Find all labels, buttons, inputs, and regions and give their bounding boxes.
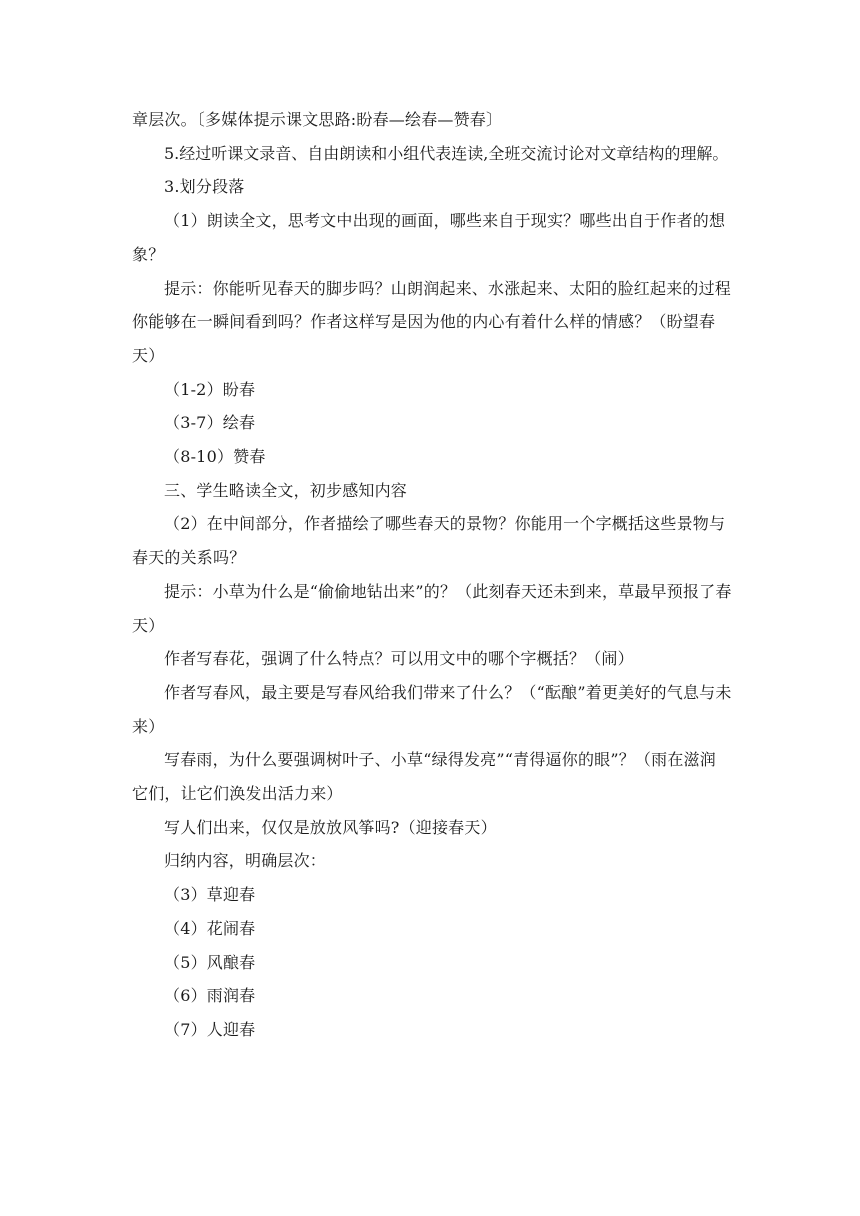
paragraph-section-8-10: （8-10）赞春 — [164, 447, 266, 467]
paragraph-section-1-2: （1-2）盼春 — [164, 379, 256, 399]
paragraph-people: 写人们出来，仅仅是放放风筝吗?（迎接春天） — [164, 817, 497, 837]
paragraph-spring-flowers: 作者写春花，强调了什么特点？可以用文中的哪个字概括？（闹） — [164, 649, 634, 669]
paragraph-spring-rain: 写春雨，为什么要强调树叶子、小草“绿得发亮”“青得逼你的眼”？（雨在滋润它们，让它们涣发出活力来） — [132, 750, 716, 804]
paragraph-hint-1: 提示：你能听见春天的脚步吗？山朗润起来、水涨起来、太阳的脸红起来的过程你能够在一瞬间看到吗？作者这样写是因为他的内心有着什么样的情感？（盼望春天） — [132, 278, 732, 365]
list-item-wind: （5）风酿春 — [164, 952, 256, 972]
paragraph-divide-sections: 3.划分段落 — [164, 177, 245, 197]
list-item-flowers: （4）花闹春 — [164, 918, 256, 938]
paragraph-section-3-7: （3-7）绘春 — [164, 413, 256, 433]
paragraph-summary: 归纳内容，明确层次： — [164, 851, 327, 871]
paragraph-spring-wind: 作者写春风，最主要是写春风给我们带来了什么？（“酝酿”着更美好的气息与未来） — [132, 682, 732, 736]
document-body — [132, 103, 732, 1047]
paragraph-question-2: （2）在中间部分，作者描绘了哪些春天的景物？你能用一个字概括这些景物与春天的关系吗？ — [132, 514, 726, 568]
list-item-grass: （3）草迎春 — [164, 885, 256, 905]
paragraph-hint-2: 提示：小草为什么是“偷偷地钻出来”的？（此刻春天还未到来，草最早预报了春天） — [132, 581, 732, 635]
paragraph-structure-intro: 章层次。〔多媒体提示课文思路:盼春—绘春—赞春〕 — [132, 110, 503, 129]
list-item-rain: （6）雨润春 — [164, 986, 256, 1006]
paragraph-heading-3: 三、学生略读全文，初步感知内容 — [164, 480, 408, 500]
list-item-people: （7）人迎春 — [164, 1019, 256, 1039]
paragraph-question-1: （1）朗读全文，思考文中出现的画面，哪些来自于现实？哪些出自于作者的想象？ — [132, 211, 726, 264]
paragraph-step-5: 5.经过听课文录音、自由朗读和小组代表连读,全班交流讨论对文章结构的理解。 — [164, 143, 729, 163]
